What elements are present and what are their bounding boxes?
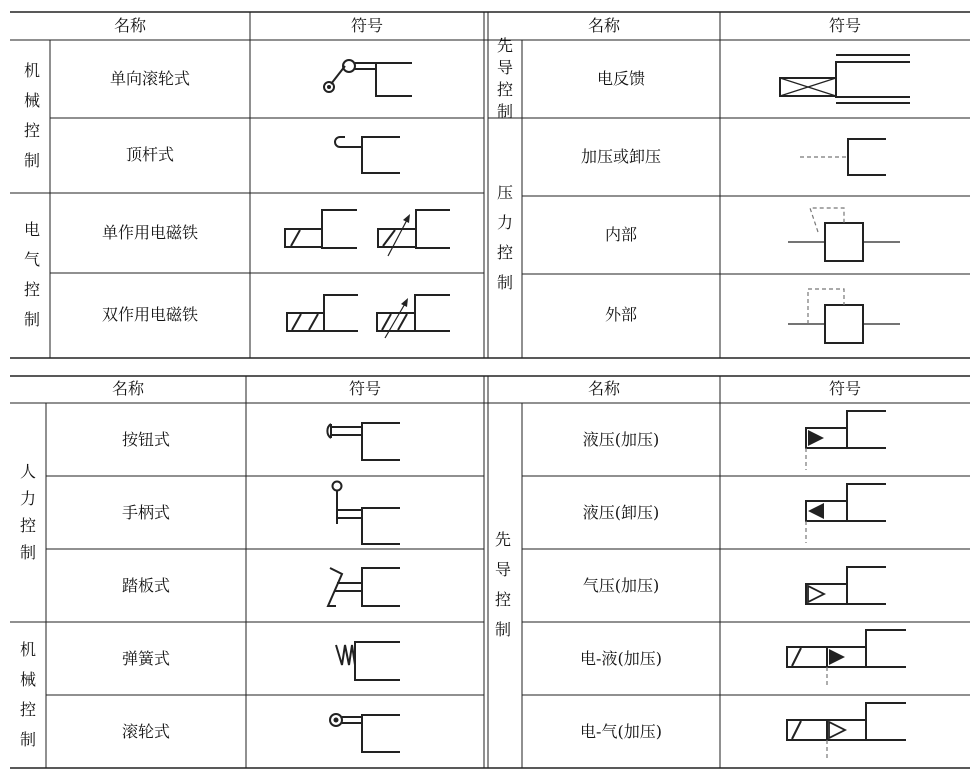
item-electro-hydraulic: 电-液(加压): [580, 649, 662, 668]
item-roller: 滚轮式: [121, 722, 171, 741]
group-label-pressure: 压力控制: [496, 183, 513, 292]
item-single-solenoid: 单作用电磁铁: [101, 223, 199, 242]
item-pressure-or-release: 加压或卸压: [580, 147, 662, 166]
top-right-header-symbol: 符号: [828, 16, 862, 35]
top-left-header-name: 名称: [113, 16, 147, 35]
item-lever: 手柄式: [121, 503, 171, 522]
top-left-header-symbol: 符号: [350, 16, 384, 35]
group-label-electrical: 电气控制: [23, 220, 40, 329]
item-internal: 内部: [604, 225, 638, 244]
item-hydraulic-release: 液压(卸压): [582, 503, 660, 522]
group-label-pilot: 先导控制: [496, 36, 513, 121]
bottom-left-header-symbol: 符号: [348, 379, 382, 398]
item-hydraulic-pressure: 液压(加压): [582, 430, 660, 449]
group-label-mechanical-2: 机械控制: [19, 640, 36, 749]
item-external: 外部: [604, 305, 638, 324]
group-label-pilot-2: 先导控制: [494, 530, 511, 639]
bottom-right-header-symbol: 符号: [828, 379, 862, 398]
bottom-right-header-name: 名称: [587, 379, 621, 398]
item-electric-feedback: 电反馈: [596, 69, 646, 88]
item-push-rod: 顶杆式: [125, 145, 175, 164]
top-right-header-name: 名称: [587, 16, 621, 35]
item-single-roller: 单向滚轮式: [109, 69, 191, 88]
item-double-solenoid: 双作用电磁铁: [101, 305, 199, 324]
group-label-manual: 人力控制: [19, 462, 36, 562]
item-pneumatic-pressure: 气压(加压): [582, 576, 660, 595]
item-electro-pneumatic: 电-气(加压): [580, 722, 662, 741]
group-label-mechanical: 机械控制: [23, 61, 40, 170]
item-spring: 弹簧式: [121, 649, 171, 668]
item-push-button: 按钮式: [121, 430, 171, 449]
bottom-left-header-name: 名称: [111, 379, 145, 398]
item-pedal: 踏板式: [121, 576, 171, 595]
